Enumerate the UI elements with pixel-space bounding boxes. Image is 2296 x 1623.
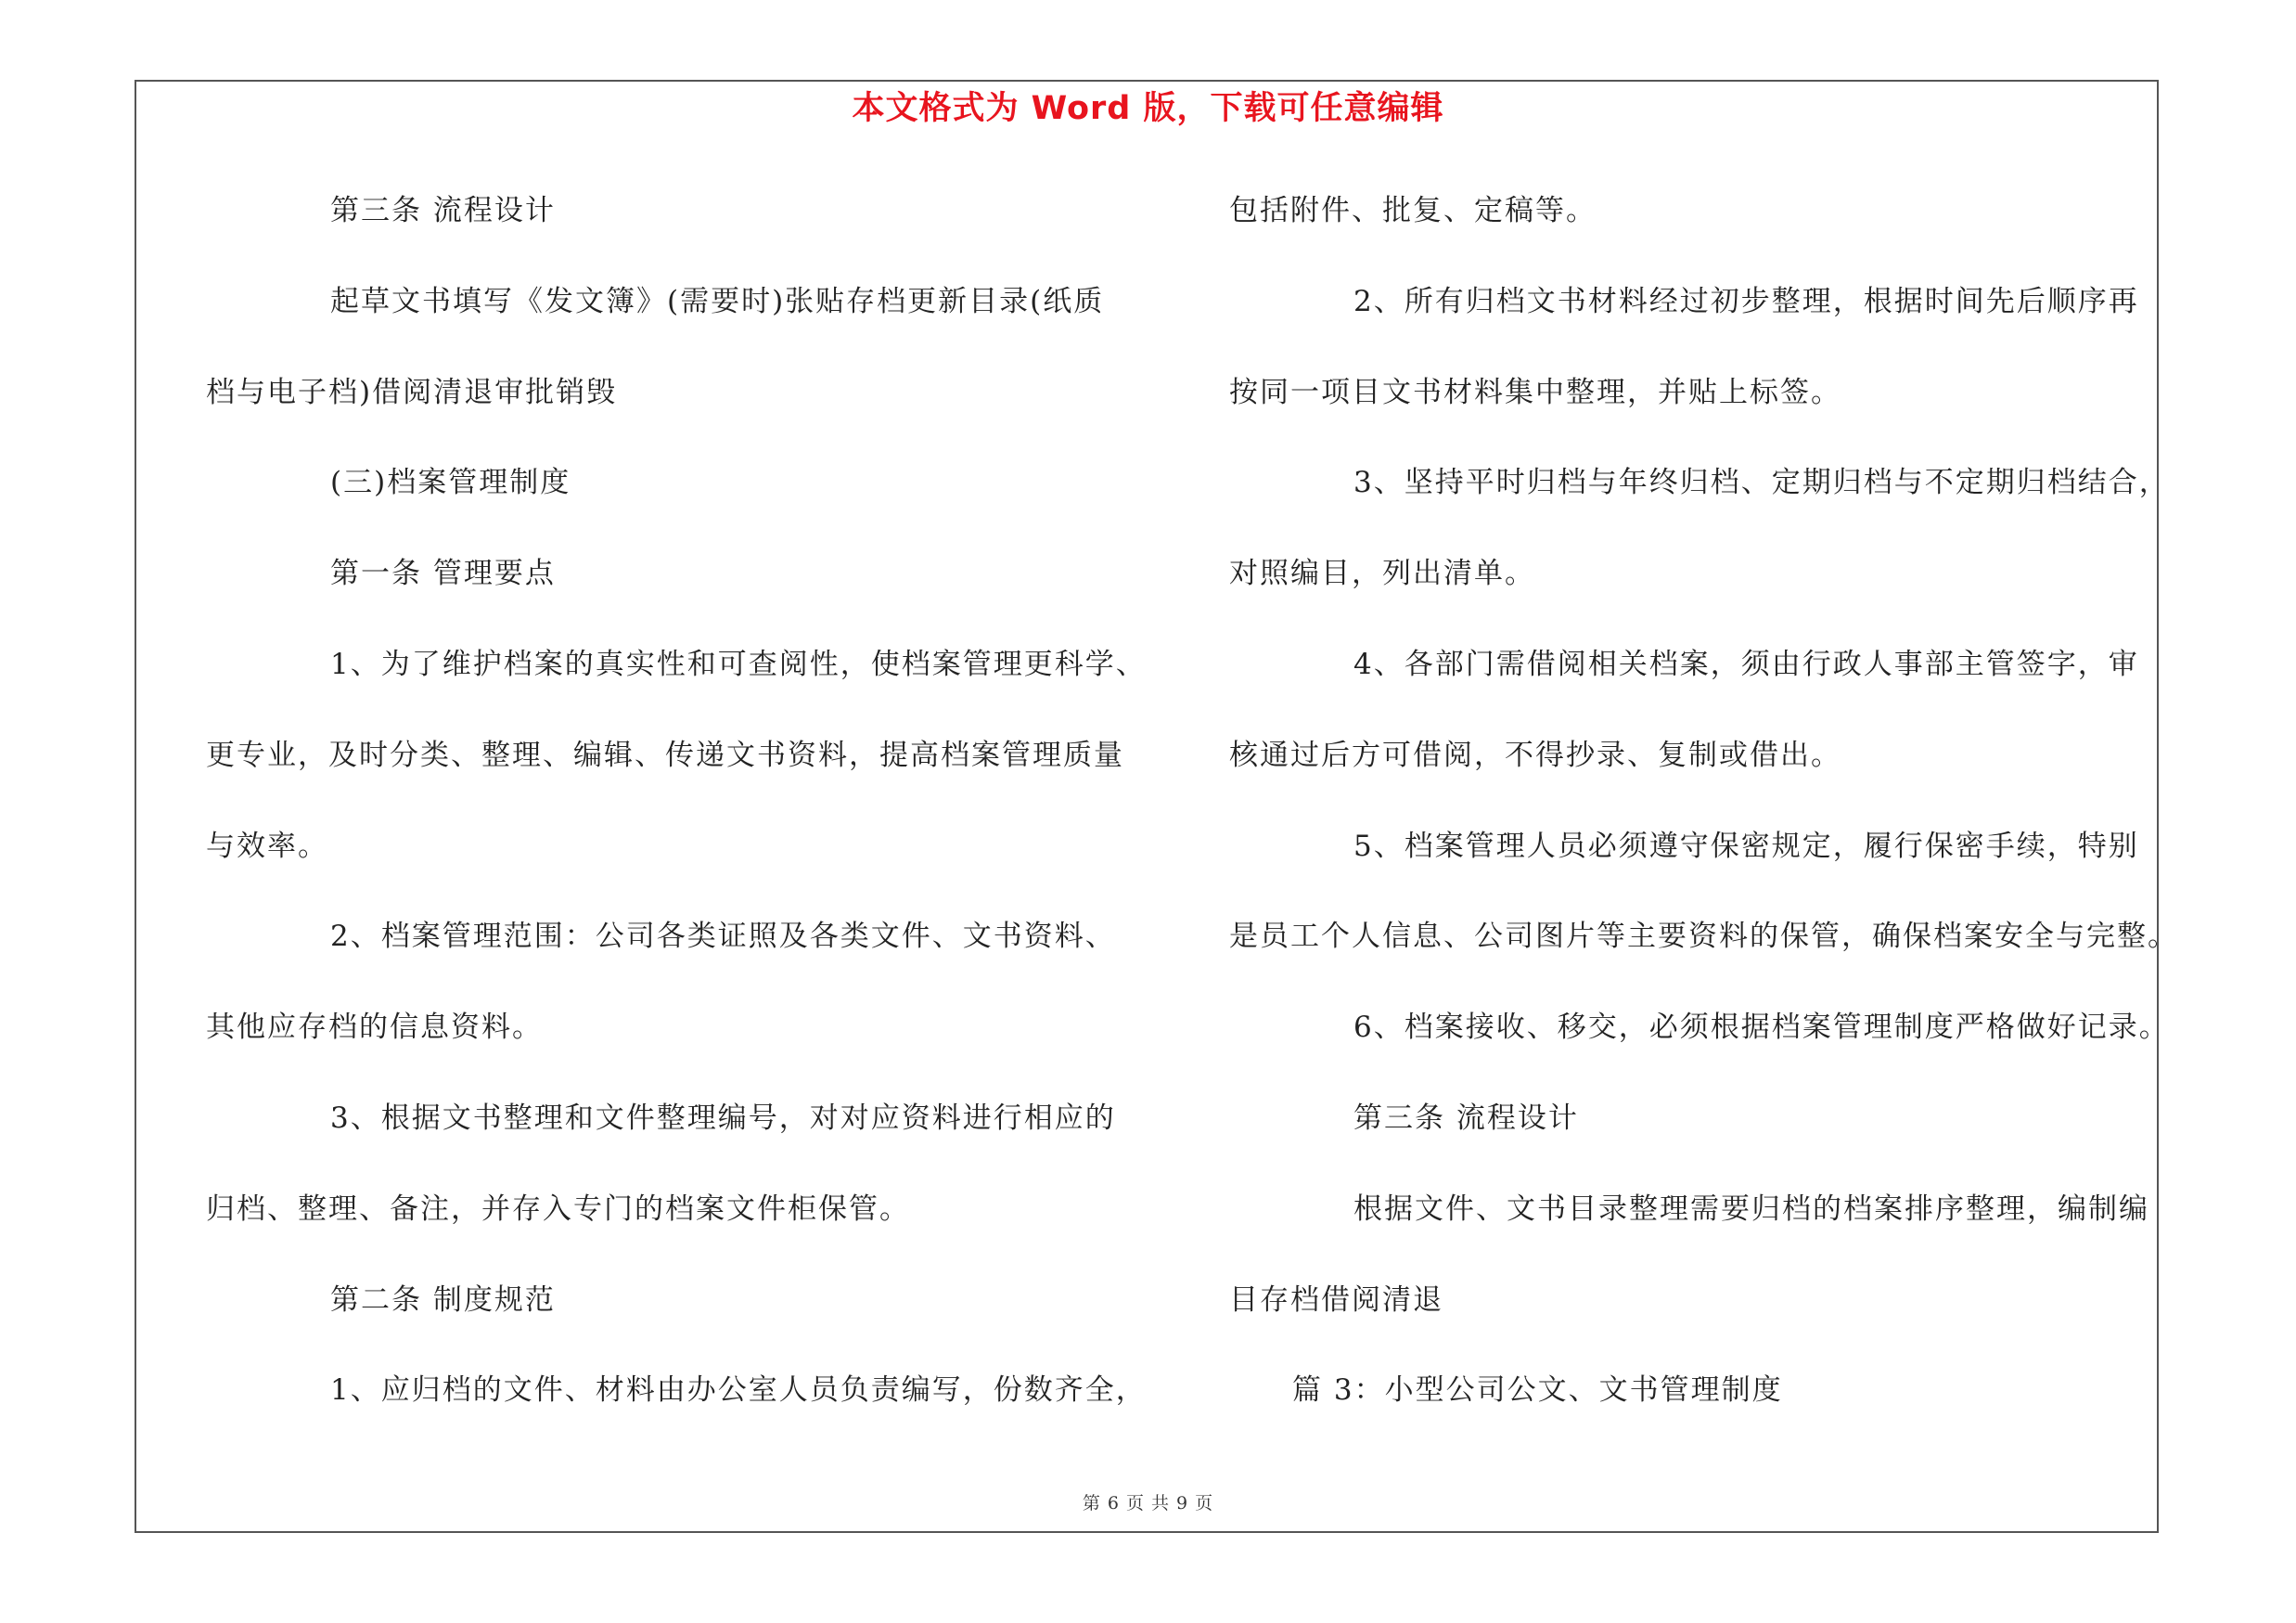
- paragraph-line: 2、所有归档文书材料经过初步整理，根据时间先后顺序再: [1353, 284, 2139, 318]
- paragraph-line: 2、档案管理范围：公司各类证照及各类文件、文书资料、: [330, 920, 1116, 954]
- paragraph-line: 第一条 管理要点: [330, 557, 556, 591]
- paragraph-line: 对照编目，列出清单。: [1229, 557, 1535, 591]
- paragraph-line: 篇 3：小型公司公文、文书管理制度: [1292, 1373, 1783, 1408]
- paragraph-line: 核通过后方可借阅，不得抄录、复制或借出。: [1229, 738, 1841, 772]
- paragraph-line: 更专业，及时分类、整理、编辑、传递文书资料，提高档案管理质量: [206, 738, 1124, 772]
- left-text-column: [206, 183, 1145, 1453]
- paragraph-line: 4、各部门需借阅相关档案，须由行政人事部主管签字，审: [1353, 647, 2139, 681]
- paragraph-line: 第三条 流程设计: [330, 194, 556, 227]
- paragraph-line: 第二条 制度规范: [330, 1282, 556, 1317]
- page-number-footer: 第 6 页 共 9 页: [1082, 1493, 1214, 1514]
- paragraph-line: 与效率。: [206, 829, 328, 863]
- paragraph-line: 第三条 流程设计: [1353, 1101, 1579, 1135]
- paragraph-line: 3、根据文书整理和文件整理编号，对对应资料进行相应的: [330, 1101, 1116, 1135]
- paragraph-line: (三)档案管理制度: [330, 466, 571, 500]
- paragraph-line: 根据文件、文书目录整理需要归档的档案排序整理，编制编: [1353, 1191, 2149, 1226]
- paragraph-line: 1、为了维护档案的真实性和可查阅性，使档案管理更科学、: [330, 647, 1147, 681]
- paragraph-line: 6、档案接收、移交，必须根据档案管理制度严格做好记录。: [1353, 1011, 2170, 1045]
- right-text-column: [1229, 183, 2178, 1453]
- paragraph-line: 按同一项目文书材料集中整理，并贴上标签。: [1229, 375, 1841, 409]
- paragraph-line: 3、坚持平时归档与年终归档、定期归档与不定期归档结合，: [1353, 466, 2170, 500]
- paragraph-line: 归档、整理、备注，并存入专门的档案文件柜保管。: [206, 1191, 910, 1226]
- paragraph-line: 其他应存档的信息资料。: [206, 1011, 543, 1045]
- paragraph-line: 档与电子档)借阅清退审批销毁: [206, 375, 618, 409]
- paragraph-line: 5、档案管理人员必须遵守保密规定，履行保密手续，特别: [1353, 829, 2139, 863]
- paragraph-line: 起草文书填写《发文簿》(需要时)张贴存档更新目录(纸质: [330, 284, 1105, 318]
- paragraph-line: 目存档借阅清退: [1229, 1282, 1443, 1317]
- paragraph-line: 是员工个人信息、公司图片等主要资料的保管，确保档案安全与完整。: [1229, 920, 2178, 954]
- paragraph-line: 1、应归档的文件、材料由办公室人员负责编写，份数齐全，: [330, 1373, 1147, 1408]
- paragraph-line: 包括附件、批复、定稿等。: [1229, 194, 1597, 227]
- editable-word-banner: 本文格式为 Word 版，下载可任意编辑: [852, 90, 1444, 127]
